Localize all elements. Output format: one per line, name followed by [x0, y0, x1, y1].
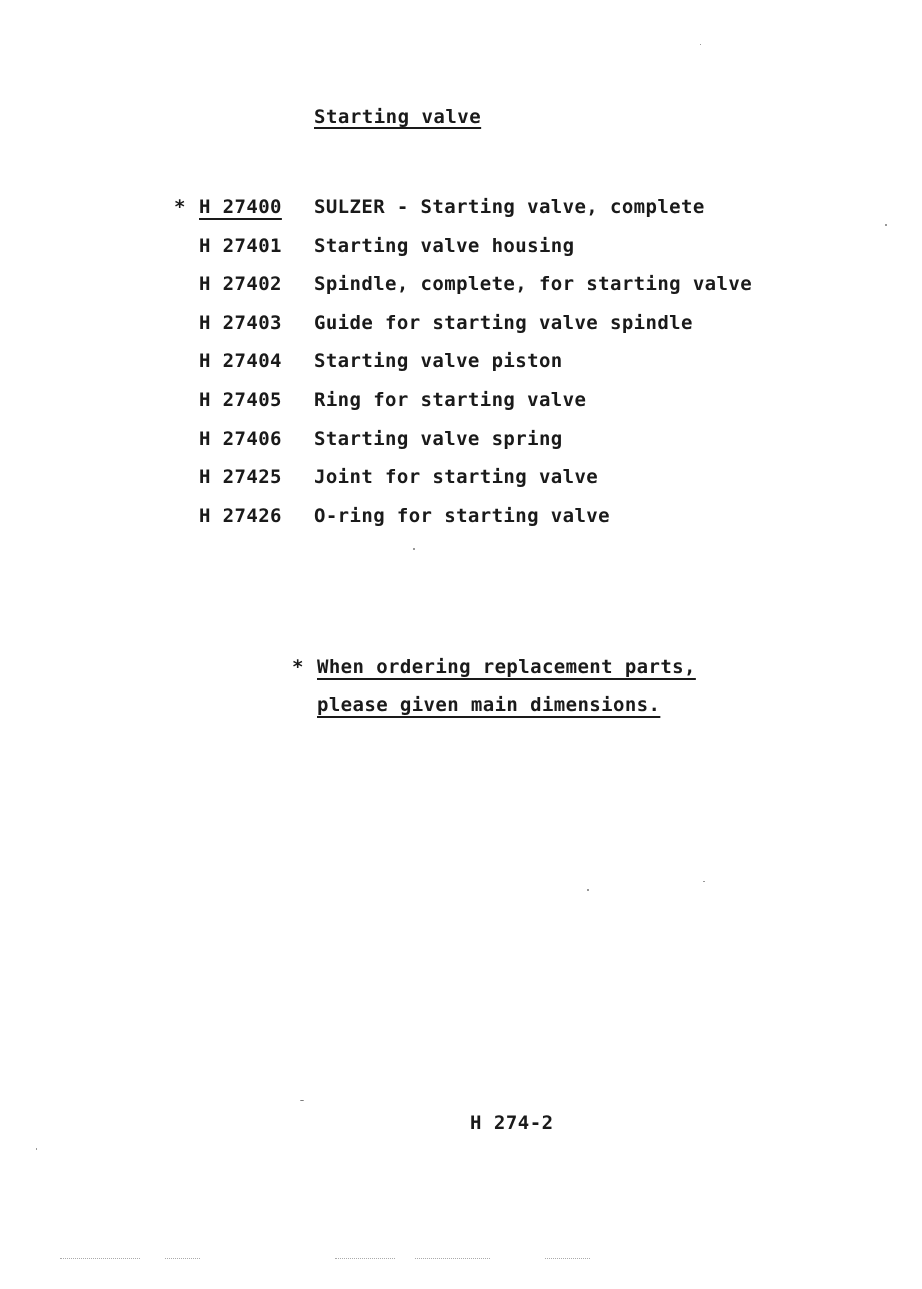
scan-edge-line [335, 1258, 395, 1260]
scan-edge-line [545, 1258, 590, 1260]
part-code: H 27425 [199, 466, 282, 489]
part-row [0, 347, 922, 386]
scan-speck [587, 889, 589, 891]
page-title: Starting valve [314, 106, 482, 128]
part-code: H 27401 [199, 234, 282, 257]
part-code: H 27406 [199, 427, 282, 450]
scan-speck [703, 881, 705, 882]
part-row [0, 270, 922, 309]
note-text: please given main dimensions. [317, 694, 661, 716]
part-description: SULZER - Starting valve, complete [314, 196, 705, 218]
scan-speck [885, 224, 887, 226]
scan-speck [300, 1100, 304, 1101]
part-code: H 27400 [199, 196, 282, 218]
part-row [0, 502, 922, 541]
part-description: Guide for starting valve spindle [314, 311, 693, 334]
part-row [0, 309, 922, 348]
scan-speck [700, 44, 701, 45]
part-code: H 27402 [199, 273, 282, 296]
part-description: Starting valve spring [314, 427, 563, 450]
part-code: H 27405 [199, 388, 282, 411]
part-row [0, 463, 922, 502]
part-description: Starting valve housing [314, 234, 575, 257]
asterisk-marker: * [174, 196, 186, 218]
part-description: Starting valve piston [314, 350, 563, 373]
part-description: Spindle, complete, for starting valve [314, 273, 753, 296]
scan-speck [413, 548, 415, 550]
scan-edge-line [165, 1258, 200, 1260]
part-description: Ring for starting valve [314, 388, 587, 411]
part-code: H 27426 [199, 504, 282, 527]
part-code: H 27403 [199, 311, 282, 334]
asterisk-marker: * [292, 656, 304, 678]
part-description: O-ring for starting valve [314, 504, 610, 527]
scan-edge-line [415, 1258, 490, 1260]
part-code: H 27404 [199, 350, 282, 373]
page-number: H 274-2 [470, 1112, 554, 1134]
note-text: When ordering replacement parts, [317, 656, 696, 678]
scan-edge-line [60, 1258, 140, 1260]
scan-speck [36, 1148, 37, 1150]
part-row [0, 193, 922, 232]
part-row [0, 425, 922, 464]
part-row [0, 232, 922, 271]
part-description: Joint for starting valve [314, 466, 599, 489]
part-row [0, 386, 922, 425]
parts-list [0, 193, 922, 540]
